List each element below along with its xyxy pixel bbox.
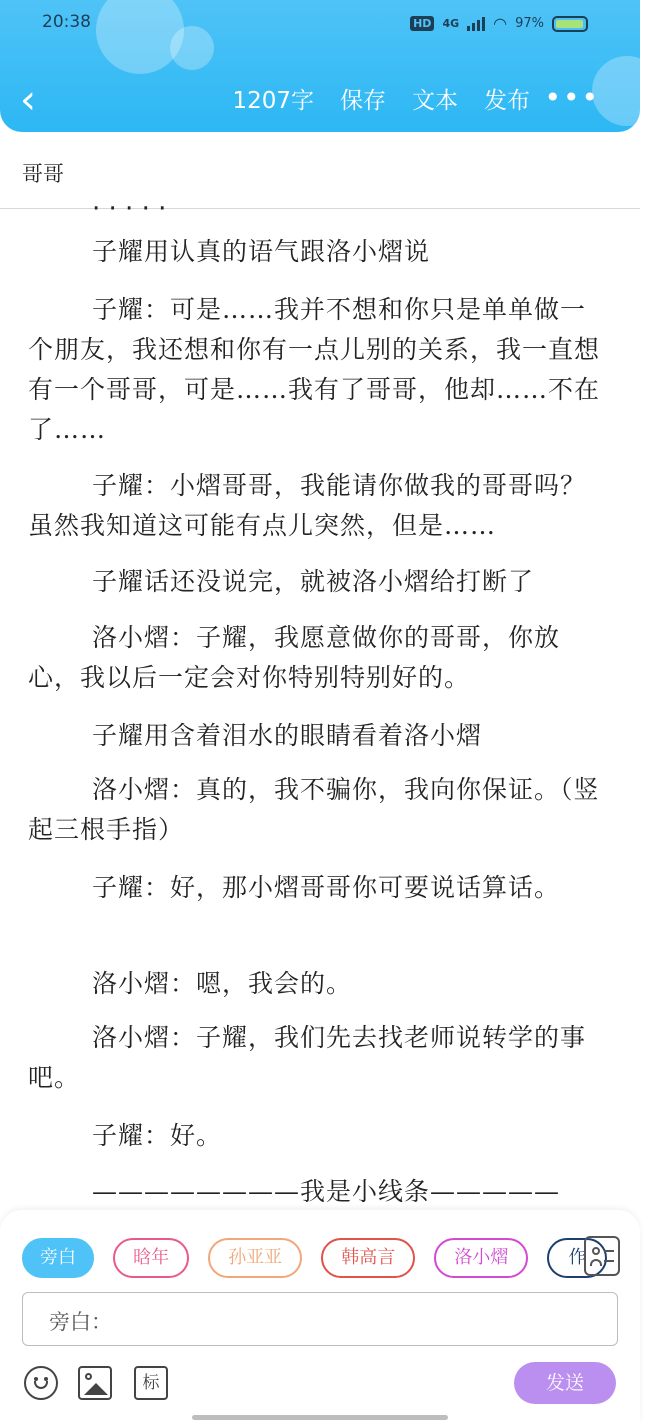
publish-button[interactable]: 发布: [484, 88, 530, 114]
role-chip[interactable]: 韩高言: [321, 1238, 415, 1278]
compose-panel: [0, 1210, 640, 1422]
paragraph: ————————我是小线条—————: [92, 1177, 561, 1206]
decorative-bubble: [592, 56, 662, 126]
paragraph: 洛小熠：子耀，我愿意做你的哥哥，你放心，我以后一定会对你特别特别好的。: [28, 623, 561, 692]
hd-icon: HD: [410, 16, 434, 31]
status-bar: [0, 10, 640, 38]
emoji-icon[interactable]: [24, 1366, 58, 1400]
story-editor[interactable]: [0, 194, 640, 1210]
chapter-title[interactable]: 哥哥: [22, 162, 64, 186]
wifi-icon: ◠: [493, 14, 508, 33]
paragraph: 子耀话还没说完，就被洛小熠给打断了: [92, 567, 535, 596]
paragraph: 子耀：好，那小熠哥哥你可要说话算话。: [92, 873, 561, 902]
status-time: 20:38: [42, 12, 91, 32]
battery-percent: 97%: [515, 16, 544, 31]
status-icons: [410, 14, 588, 33]
message-input[interactable]: 旁白：: [22, 1292, 618, 1346]
paragraph: 洛小熠：真的，我不骗你，我向你保证。（竖起三根手指）: [28, 775, 600, 844]
role-list-icon[interactable]: [584, 1236, 620, 1276]
header-actions: [232, 82, 530, 115]
role-chip[interactable]: 作: [547, 1238, 607, 1278]
paragraph: 子耀：小熠哥哥，我能请你做我的哥哥吗？虽然我知道这可能有点儿突然，但是……: [28, 471, 587, 540]
tag-icon[interactable]: 标: [134, 1366, 168, 1400]
paragraph: 子耀：可是……我并不想和你只是单单做一个朋友，我还想和你有一点儿别的关系，我一直想有一个哥哥，可是……我有了哥哥，他却……不在了……: [28, 295, 601, 444]
role-chip[interactable]: 孙亚亚: [208, 1238, 302, 1278]
role-chips: [22, 1238, 587, 1278]
save-button[interactable]: 保存: [340, 88, 386, 114]
back-chevron-icon[interactable]: ‹: [20, 77, 36, 123]
paragraph: 洛小熠：嗯，我会的。: [92, 969, 353, 998]
more-icon[interactable]: •••: [544, 81, 600, 114]
send-button[interactable]: 发送: [514, 1362, 616, 1404]
network-label: 4G: [442, 17, 460, 30]
paragraph: 子耀用含着泪水的眼睛看着洛小熠: [92, 721, 483, 750]
text-button[interactable]: 文本: [412, 88, 458, 114]
clipped-line: · · · · ·: [92, 194, 167, 224]
home-indicator[interactable]: [192, 1415, 448, 1420]
image-icon[interactable]: [78, 1366, 112, 1400]
role-chip[interactable]: 晗年: [113, 1238, 189, 1278]
role-chip[interactable]: 洛小熠: [434, 1238, 528, 1278]
paragraph: 子耀：好。: [92, 1121, 223, 1150]
word-count: 1207字: [232, 88, 314, 114]
signal-icon: [467, 17, 485, 31]
paragraph: 子耀用认真的语气跟洛小熠说: [92, 237, 431, 266]
top-app-bar: [0, 0, 640, 132]
battery-icon: [552, 16, 588, 32]
battery-fill: [556, 20, 583, 28]
role-chip-narrator[interactable]: 旁白: [22, 1238, 94, 1278]
paragraph: 洛小熠：子耀，我们先去找老师说转学的事吧。: [28, 1023, 587, 1092]
